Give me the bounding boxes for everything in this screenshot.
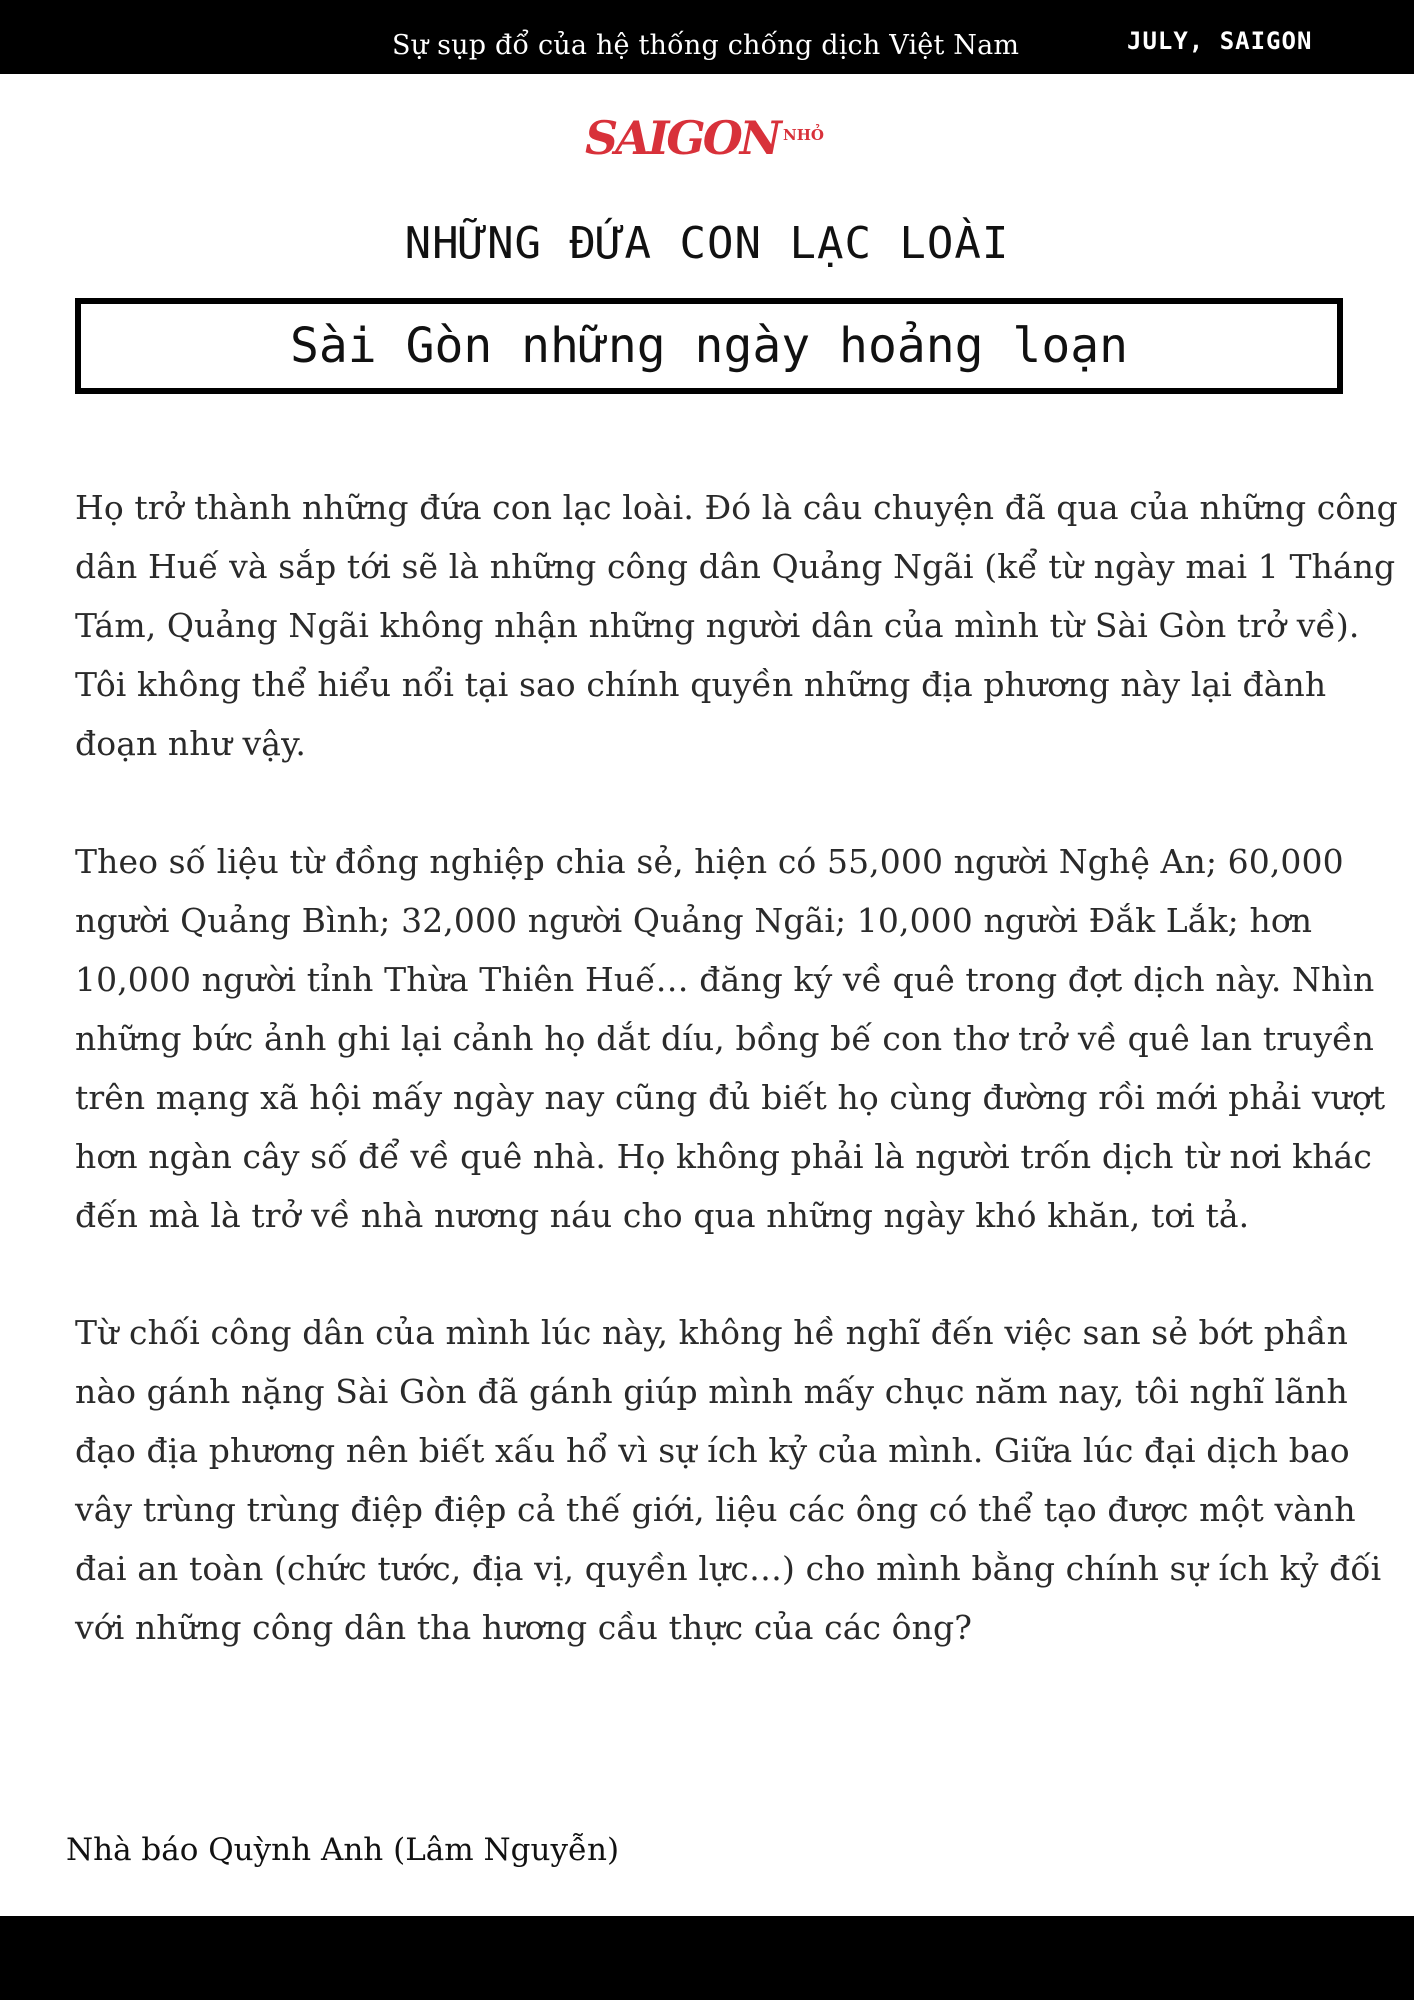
article-title: Sài Gòn những ngày hoảng loạn (289, 318, 1129, 374)
article-paragraph-2: Theo số liệu từ đồng nghiệp chia sẻ, hiện có 55,000 người Nghệ An; 60,000 người Quảng Bình; 32,000 người Quảng Ngãi; 10,000 người Đắk Lắk; hơn 10,000 người tỉnh Thừa Thiên Huế… đăng ký về quê trong đợt dịch này. Nhìn những bức ảnh ghi lại cảnh họ dắt díu, bồng bế con thơ trở về quê lan truyền trên mạng xã hội mấy ngày nay cũng đủ biết họ cùng đường rồi mới phải vượt hơn ngàn cây số để về quê nhà. Họ không phải là người trốn dịch từ nơi khác đến mà là trở về nhà nương náu cho qua những ngày khó khăn, tơi tả. (75, 841, 1386, 1235)
logo-suffix-text: NHỎ (783, 126, 824, 144)
top-banner (0, 0, 1414, 74)
article-paragraph-3: Từ chối công dân của mình lúc này, không hề nghĩ đến việc san sẻ bớt phần nào gánh nặng Sài Gòn đã gánh giúp mình mấy chục năm nay, tôi nghĩ lãnh đạo địa phương nên biết xấu hổ vì sự ích kỷ của mình. Giữa lúc đại dịch bao vây trùng trùng điệp điệp cả thế giới, liệu các ông có thể tạo được một vành đai an toàn (chức tước, địa vị, quyền lực…) cho mình bằng chính sự ích kỷ đối với những công dân tha hương cầu thực của các ông? (75, 1313, 1382, 1647)
saigon-nho-logo (0, 108, 1414, 170)
author-byline: Nhà báo Quỳnh Anh (Lâm Nguyễn) (66, 1832, 620, 1868)
article-paragraph-1: Họ trở thành những đứa con lạc loài. Đó là câu chuyện đã qua của những công dân Huế và sắp tới sẽ là những công dân Quảng Ngãi (kể từ ngày mai 1 Tháng Tám, Quảng Ngãi không nhận những người dân của mình từ Sài Gòn trở về). Tôi không thể hiểu nổi tại sao chính quyền những địa phương này lại đành đoạn như vậy. (75, 488, 1398, 763)
article-title-box (75, 298, 1343, 394)
section-title: NHỮNG ĐỨA CON LẠC LOÀI (404, 218, 1010, 269)
logo-wordmark (577, 108, 837, 170)
logo-main-text: SAIGON (585, 111, 779, 165)
banner-dateline: JULY, SAIGON (1127, 27, 1313, 55)
banner-headline: Sự sụp đổ của hệ thống chống dịch Việt Nam (392, 30, 1020, 61)
bottom-banner (0, 1916, 1414, 2000)
article-body (75, 478, 1410, 1716)
